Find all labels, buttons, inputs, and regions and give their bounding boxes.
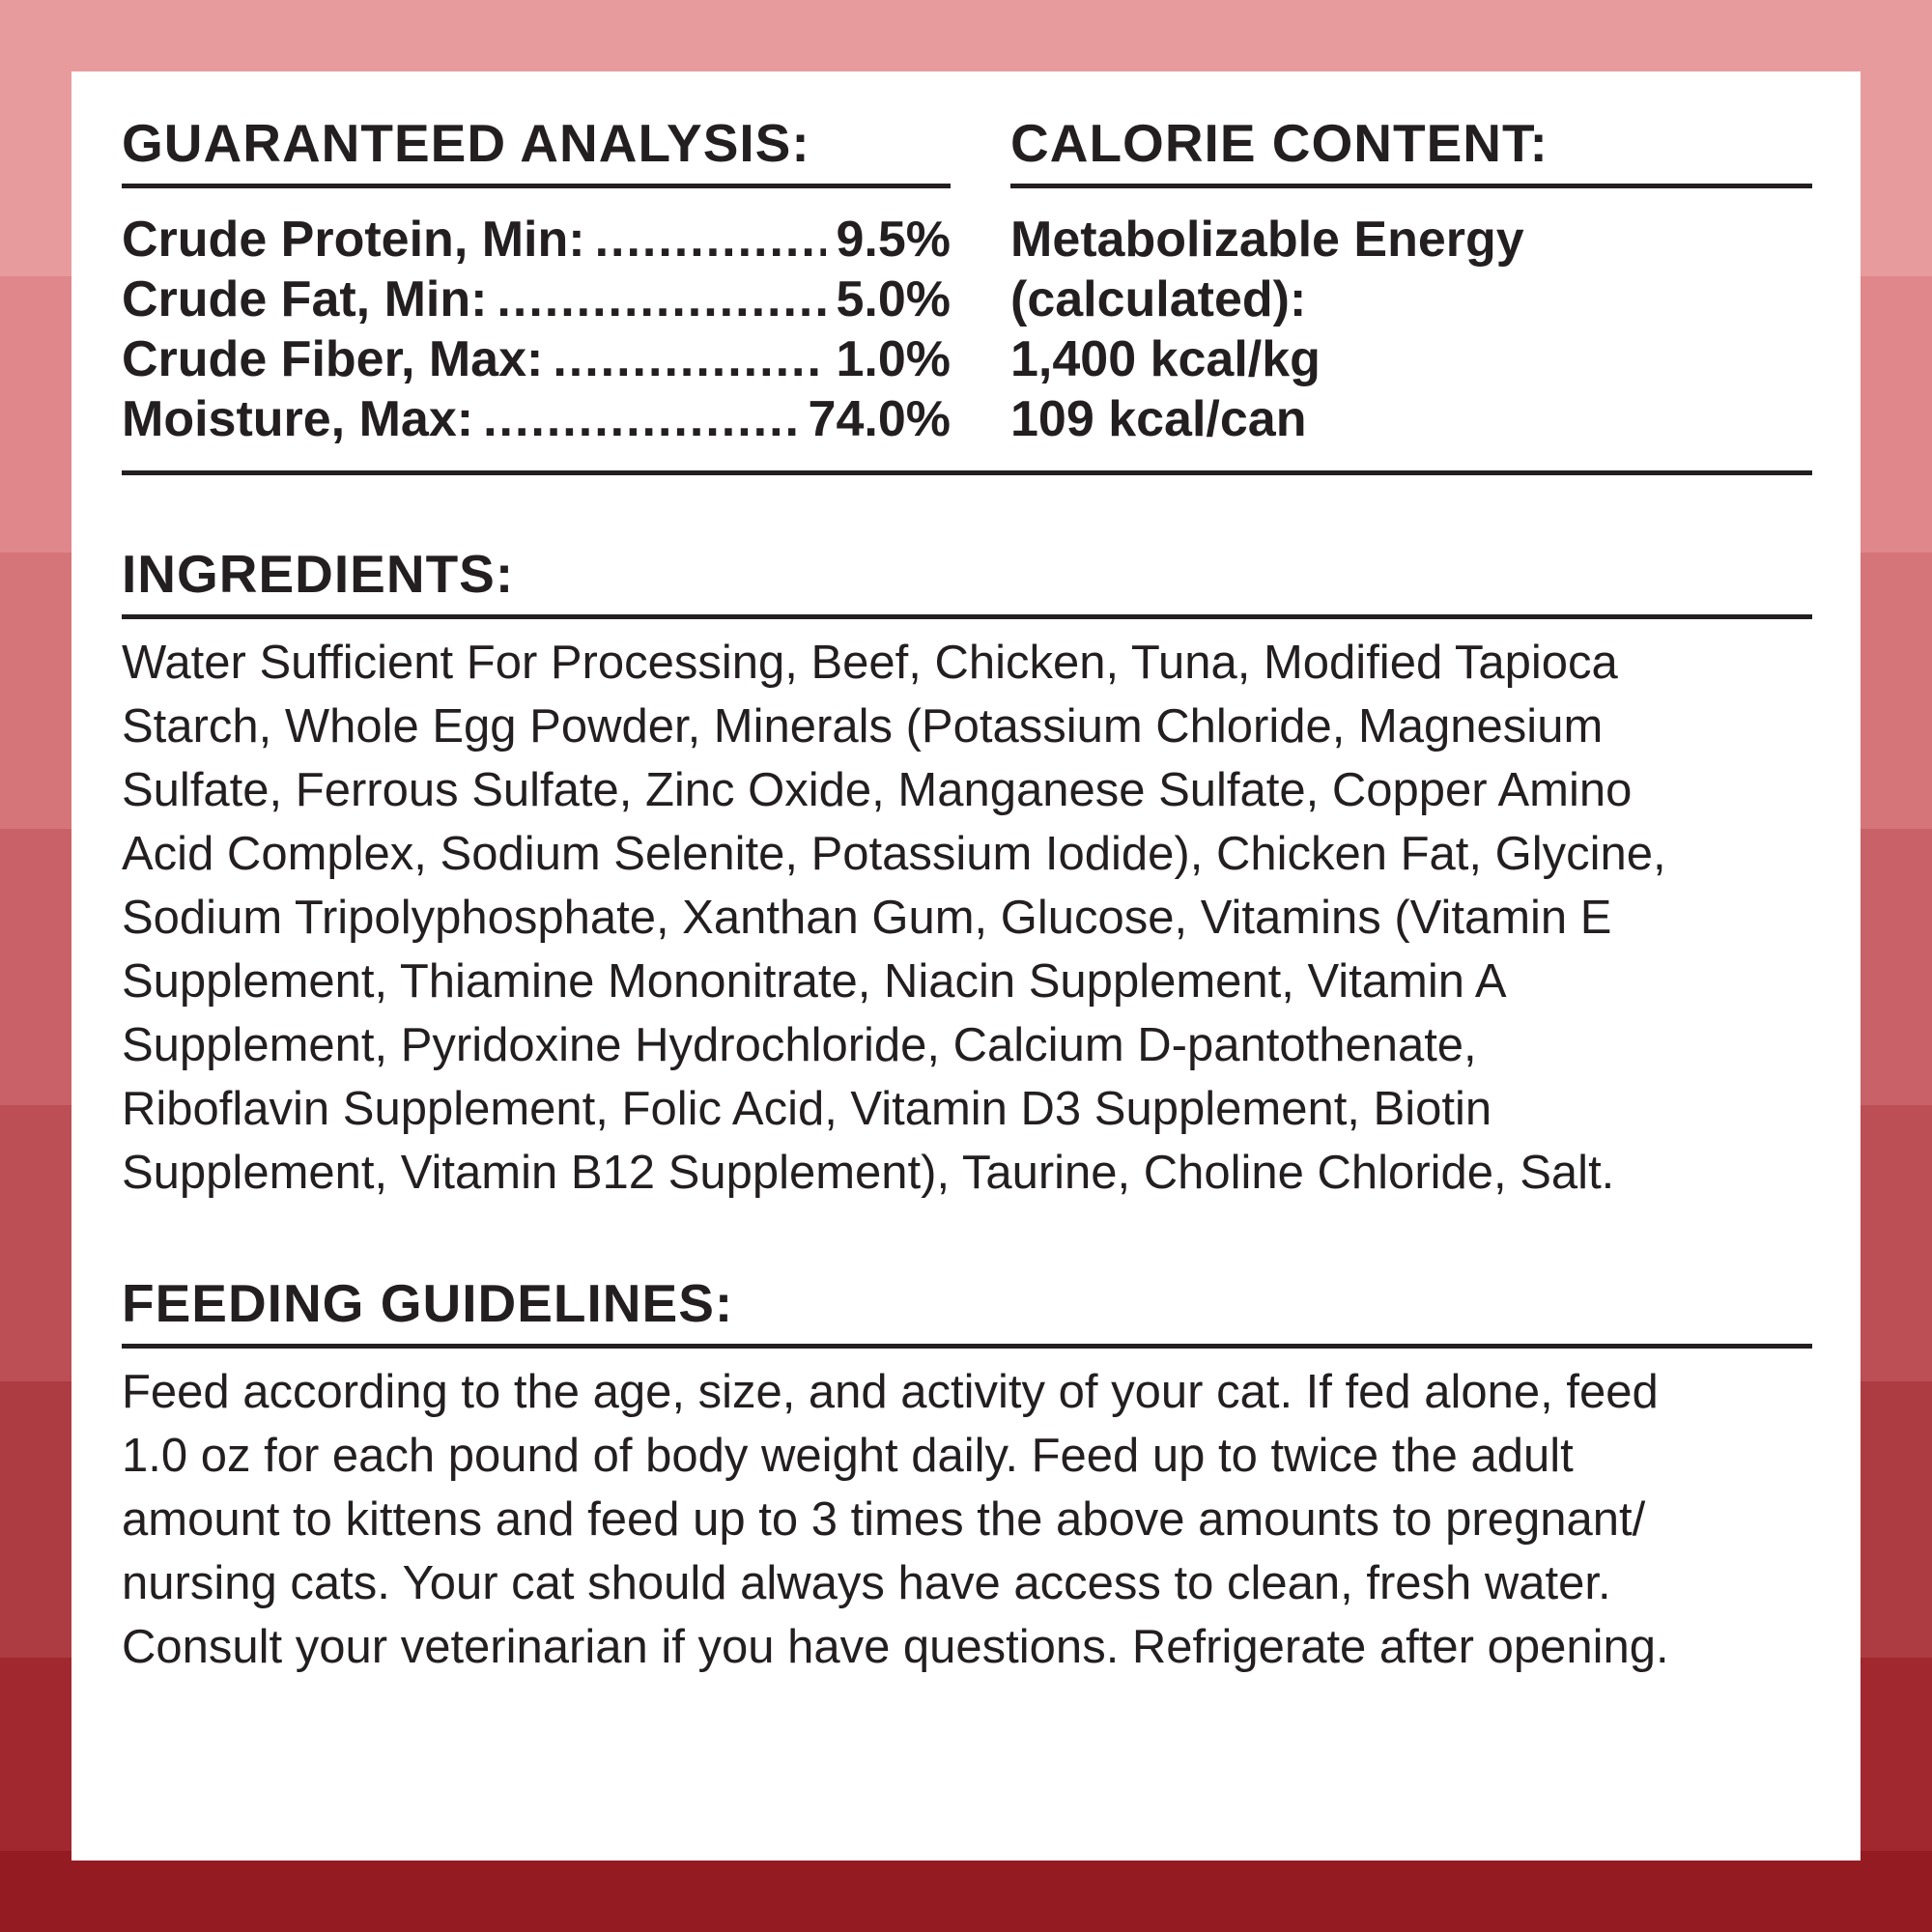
leader-dots: [483, 389, 798, 449]
analysis-value: 5.0%: [836, 271, 951, 327]
ingredients-line: Sulfate, Ferrous Sulfate, Zinc Oxide, Manganese Sulfate, Copper Amino: [122, 764, 1633, 816]
feeding-guidelines-text: [122, 1360, 1812, 1679]
analysis-value: 74.0%: [808, 391, 951, 447]
ingredients-line: Starch, Whole Egg Powder, Minerals (Potassium Chloride, Magnesium: [122, 700, 1604, 753]
label-panel: [71, 71, 1861, 1861]
calorie-line: 1,400 kcal/kg: [1010, 331, 1321, 387]
ingredients-line: Acid Complex, Sodium Selenite, Potassium Iodide), Chicken Fat, Glycine,: [122, 828, 1666, 880]
analysis-calorie-row: [122, 110, 1812, 449]
feeding-guidelines-heading: FEEDING GUIDELINES:: [122, 1270, 1812, 1349]
feeding-line: amount to kittens and feed up to 3 times the above amounts to pregnant/: [122, 1493, 1646, 1546]
analysis-row-moisture: [122, 389, 951, 449]
calorie-content-heading: CALORIE CONTENT:: [1010, 110, 1812, 188]
leader-dots: [497, 270, 826, 329]
ingredients-line: Riboflavin Supplement, Folic Acid, Vitamin D3 Supplement, Biotin: [122, 1083, 1492, 1135]
analysis-label: Crude Fat, Min:: [122, 271, 488, 327]
calorie-content-section: [1010, 110, 1812, 449]
section-divider: [122, 470, 1812, 475]
feeding-line: Feed according to the age, size, and activity of your cat. If fed alone, feed: [122, 1366, 1659, 1418]
analysis-row-fat: [122, 270, 951, 329]
analysis-label: Moisture, Max:: [122, 391, 474, 447]
calorie-line: (calculated):: [1010, 271, 1307, 327]
ingredients-line: Supplement, Pyridoxine Hydrochloride, Calcium D-pantothenate,: [122, 1019, 1477, 1071]
analysis-value: 1.0%: [836, 331, 951, 387]
border-band: [0, 1851, 1932, 1932]
feeding-guidelines-section: [122, 1270, 1812, 1679]
analysis-row-protein: [122, 210, 951, 270]
analysis-value: 9.5%: [836, 212, 951, 268]
leader-dots: [553, 329, 826, 389]
feeding-line: Consult your veterinarian if you have questions. Refrigerate after opening.: [122, 1621, 1669, 1673]
guaranteed-analysis-section: [122, 110, 951, 449]
analysis-row-fiber: [122, 329, 951, 389]
calorie-line: 109 kcal/can: [1010, 391, 1307, 447]
calorie-list: [1010, 210, 1812, 449]
analysis-label: Crude Protein, Min:: [122, 212, 585, 268]
calorie-line: Metabolizable Energy: [1010, 212, 1524, 268]
leader-dots: [595, 210, 827, 270]
label-content: [122, 110, 1812, 1679]
ingredients-section: [122, 541, 1812, 1205]
analysis-list: [122, 210, 951, 449]
feeding-line: nursing cats. Your cat should always have access to clean, fresh water.: [122, 1557, 1611, 1609]
analysis-label: Crude Fiber, Max:: [122, 331, 544, 387]
ingredients-heading: INGREDIENTS:: [122, 541, 1812, 619]
ingredients-line: Sodium Tripolyphosphate, Xanthan Gum, Glucose, Vitamins (Vitamin E: [122, 892, 1612, 944]
guaranteed-analysis-heading: GUARANTEED ANALYSIS:: [122, 110, 951, 188]
feeding-line: 1.0 oz for each pound of body weight daily. Feed up to twice the adult: [122, 1430, 1574, 1482]
ingredients-line: Water Sufficient For Processing, Beef, Chicken, Tuna, Modified Tapioca: [122, 637, 1618, 689]
ingredients-line: Supplement, Vitamin B12 Supplement), Taurine, Choline Chloride, Salt.: [122, 1147, 1615, 1199]
ingredients-line: Supplement, Thiamine Mononitrate, Niacin Supplement, Vitamin A: [122, 955, 1507, 1008]
ingredients-text: [122, 631, 1812, 1205]
